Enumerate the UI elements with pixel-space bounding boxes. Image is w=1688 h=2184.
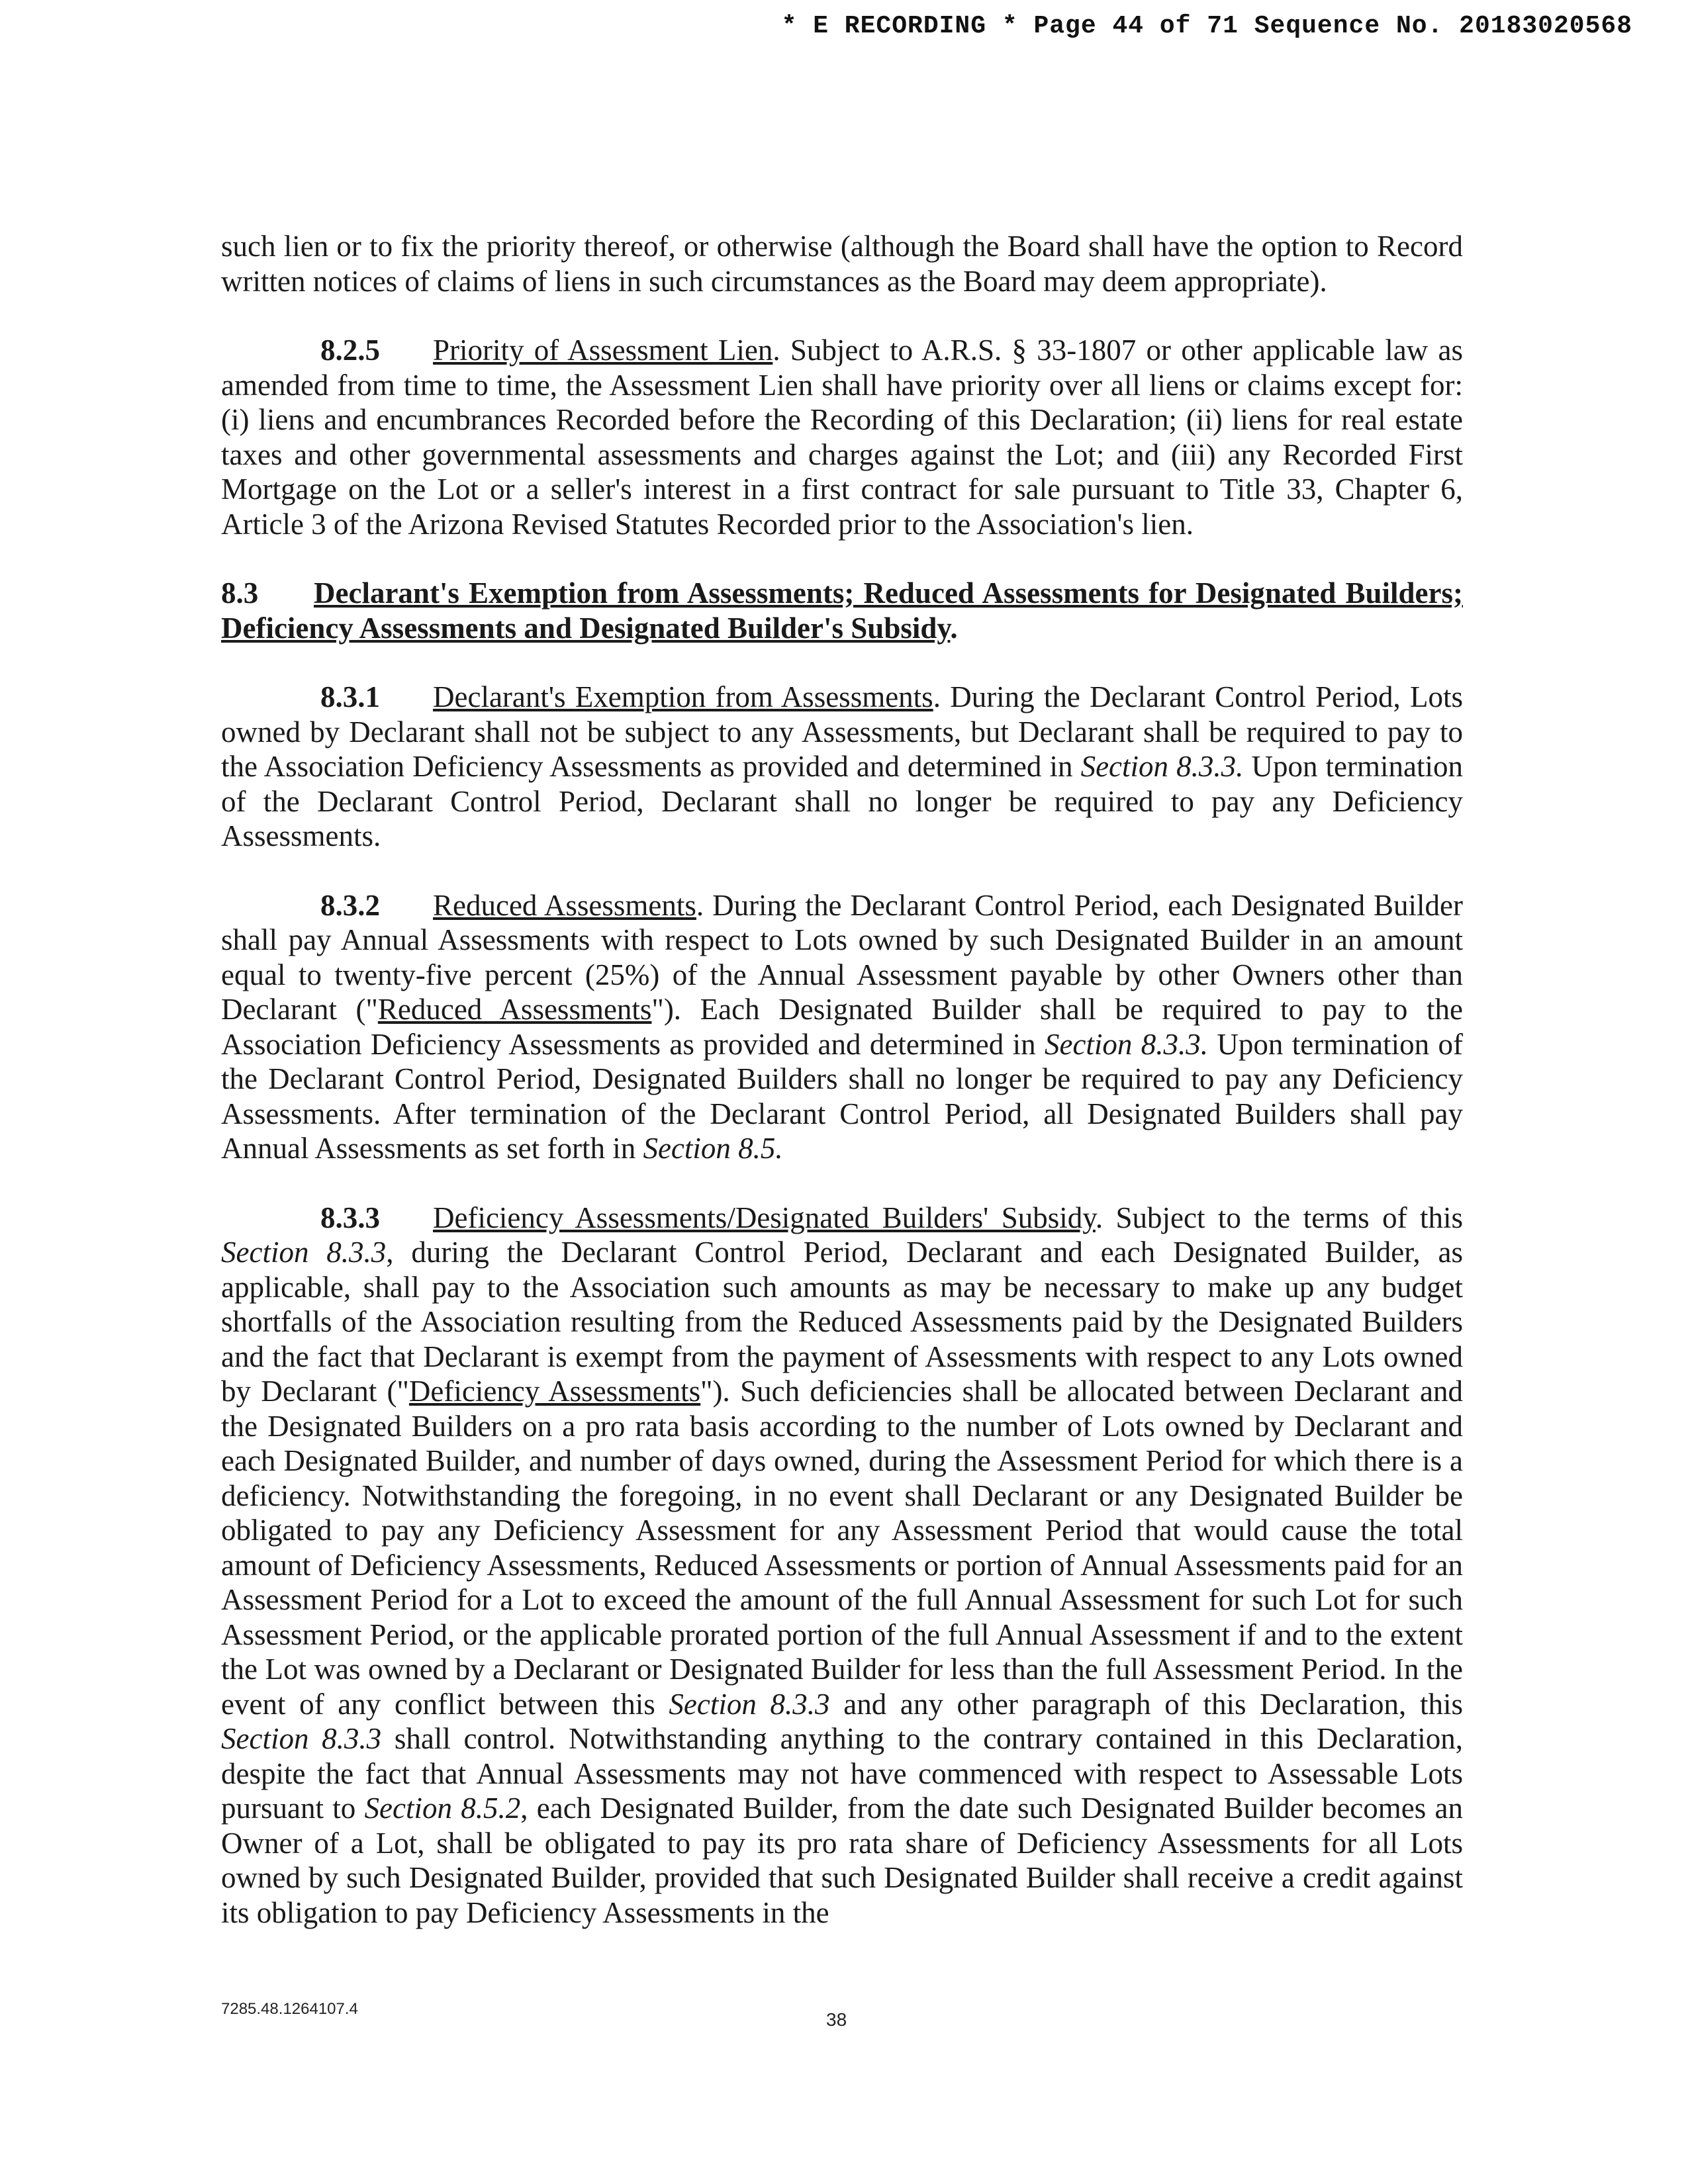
- section-reference: Section 8.3.3.: [1044, 1027, 1209, 1061]
- section-number: 8.3.1: [320, 680, 380, 713]
- section-text: "). Such deficiencies shall be allocated between Declarant and the Designated Builders on a pro rata basis according to the number of Lots owned by Declarant and each Designated Builder, and number of days owned, during the Assessment Period for which there is a deficiency. Notwithstanding the foregoing, in no event shall Declarant or any Designated Builder be obligated to pay any Deficiency Assessment for any Assessment Period that would cause the total amount of Deficiency Assessments, Reduced Assessments or portion of Annual Assessments paid for an Assessment Period for a Lot to exceed the amount of the full Annual Assessment for such Lot for such Assessment Period, or the applicable prorated portion of the full Annual Assessment if and to the extent the Lot was owned by a Declarant or Designated Builder for less than the full Assessment Period. In the event of any conflict between this: [221, 1375, 1463, 1721]
- section-text: . During the Declarant Control Period, each Designated Builder shall pay Annual Assessments with respect to Lots owned by such Designated Builder in an amount equal to twenty-five percent (25%) of the Annual Assessment payable by other Owners other than Declarant (": [221, 888, 1463, 1026]
- section-reference: Section 8.3.3: [221, 1722, 382, 1755]
- section-text: and any other paragraph of this Declaration, this: [829, 1687, 1463, 1721]
- section-number: 8.3.3: [320, 1201, 380, 1234]
- document-body: [221, 229, 1463, 1930]
- recording-stamp: * E RECORDING * Page 44 of 71 Sequence No. 20183020568: [781, 12, 1632, 40]
- section-reference: Section 8.3.3: [221, 1236, 387, 1269]
- section-8-3-3: [221, 1201, 1463, 1931]
- section-8-3-2: [221, 888, 1463, 1166]
- defined-term: Reduced Assessments: [377, 993, 652, 1026]
- section-number: 8.3.2: [320, 888, 380, 922]
- document-id: 7285.48.1264107.4: [221, 2000, 358, 2018]
- section-8-3-heading: [221, 576, 1463, 645]
- section-reference: Section 8.3.3.: [1080, 750, 1244, 783]
- section-text: "). Each Designated Builder shall be required to pay to the Association Deficiency Assessments as provided and determined in: [221, 993, 1463, 1061]
- section-number: 8.3: [221, 576, 259, 610]
- section-text: , during the Declarant Control Period, Declarant and each Designated Builder, as applicable, shall pay to the Association such amounts as may be necessary to make up any budget shortfalls of the Association resulting from the Reduced Assessments paid by the Designated Builders and the fact that Declarant is exempt from the payment of Assessments with respect to any Lots owned by Declarant (": [221, 1236, 1463, 1408]
- section-title: Deficiency Assessments/Designated Builders' Subsidy: [433, 1201, 1096, 1234]
- section-8-2-5: [221, 333, 1463, 541]
- section-text: , each Designated Builder, from the date such Designated Builder becomes an Owner of a Lot, shall be obligated to pay its pro rata share of Deficiency Assessments for all Lots owned by such Designated Builder, provided that such Designated Builder shall receive a credit against its obligation to pay Deficiency Assessments in the: [221, 1792, 1464, 1929]
- section-title-trail: .: [950, 611, 958, 645]
- section-text: Upon termination of the Declarant Control Period, Declarant shall no longer be required to pay any Deficiency Assessments.: [221, 750, 1463, 852]
- section-title: Declarant's Exemption from Assessments; Reduced Assessments for Designated Builders; Deficiency Assessments and Designated Builder's Subsidy: [221, 576, 1463, 645]
- section-number: 8.2.5: [320, 334, 380, 367]
- page-number: 38: [826, 2009, 847, 2030]
- paragraph-intro: such lien or to fix the priority thereof, or otherwise (although the Board shall have the option to Record written notices of claims of liens in such circumstances as the Board may deem appropriate).: [221, 230, 1463, 298]
- section-reference: Section 8.3.3: [669, 1687, 830, 1721]
- section-reference: Section 8.5.2: [364, 1792, 521, 1825]
- section-text: Upon termination of the Declarant Control Period, Designated Builders shall no longer be required to pay any Deficiency Assessments. After termination of the Declarant Control Period, all Designated Builders shall pay Annual Assessments as set forth in: [221, 1027, 1463, 1165]
- section-reference: Section 8.5.: [643, 1132, 783, 1165]
- section-text: shall control. Notwithstanding anything to the contrary contained in this Declaration, despite the fact that Annual Assessments may not have commenced with respect to Assessable Lots pursuant to: [221, 1722, 1463, 1825]
- section-text: . Subject to the terms of this: [1095, 1201, 1463, 1234]
- section-title: Reduced Assessments: [433, 888, 696, 922]
- defined-term: Deficiency Assessments: [408, 1375, 701, 1408]
- section-title: Priority of Assessment Lien: [433, 334, 773, 367]
- section-8-3-1: [221, 680, 1463, 854]
- section-text: . Subject to A.R.S. § 33-1807 or other applicable law as amended from time to time, the Assessment Lien shall have priority over all liens or claims except for: (i) liens and encumbrances Recorded before the Recording of this Declaration; (ii) liens for real estate taxes and other governmental assessments and charges against the Lot; and (iii) any Recorded First Mortgage on the Lot or a seller's interest in a first contract for sale pursuant to Title 33, Chapter 6, Article 3 of the Arizona Revised Statutes Recorded prior to the Association's lien.: [221, 334, 1464, 541]
- section-title: Declarant's Exemption from Assessments: [433, 680, 933, 713]
- section-text: . During the Declarant Control Period, Lots owned by Declarant shall not be subject to any Assessments, but Declarant shall be required to pay to the Association Deficiency Assessments as provided and determined in: [221, 680, 1463, 783]
